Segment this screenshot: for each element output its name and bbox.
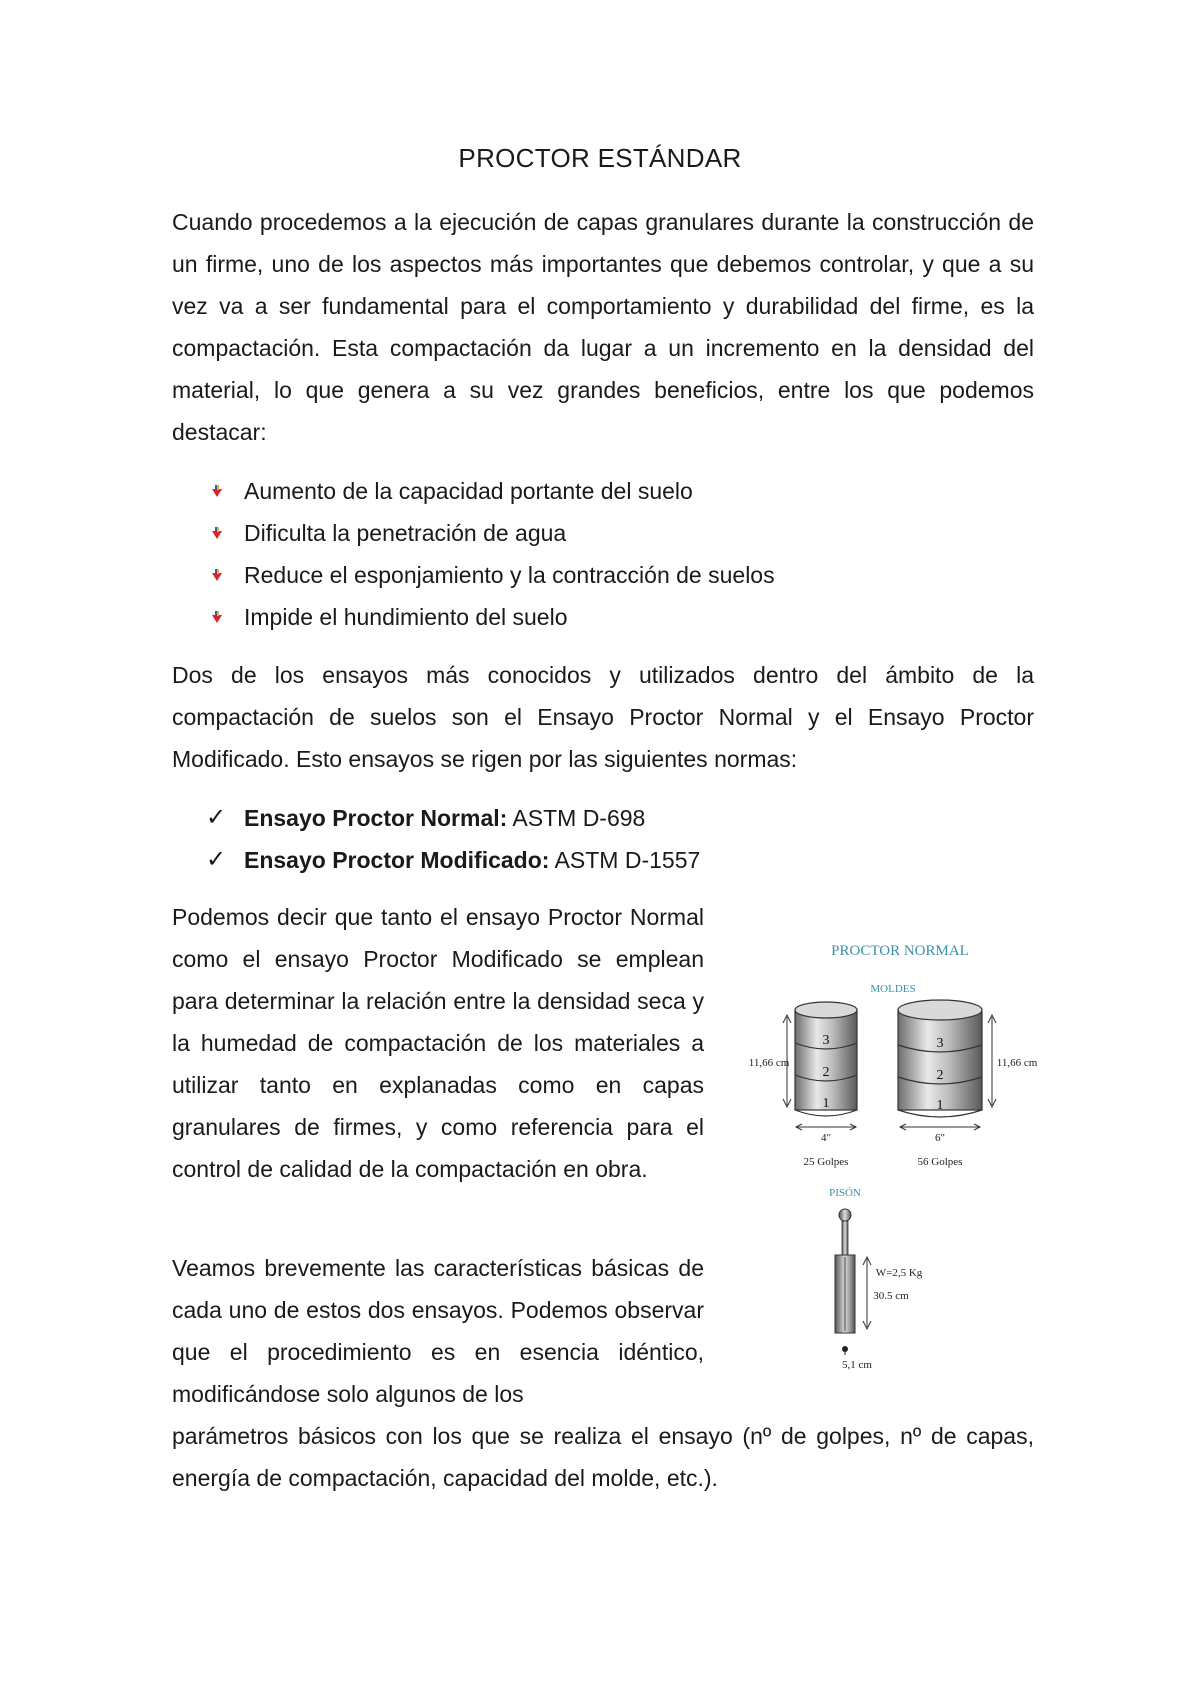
left-diameter-label: 4" [821, 1132, 831, 1144]
list-item [172, 470, 775, 512]
small-mold-layer-2: 2 [822, 1065, 830, 1080]
large-mold-layer-2: 2 [936, 1068, 944, 1083]
diameter-arrow-left-icon [796, 1124, 856, 1130]
list-item [172, 512, 775, 554]
list-item [172, 839, 700, 881]
rammer-diameter-label: 5,1 cm [842, 1359, 872, 1371]
intro-paragraph: Cuando procedemos a la ejecución de capas granulares durante la construcción de un firme, uno de los aspectos más importantes que debemos controlar, y que a su vez va a ser fundamental para el comportamiento y durabilidad del firme, es la compactación. Esta compactación da lugar a un incremento en la densidad del material, lo que genera a su vez grandes beneficios, entre los que podemos destacar: [172, 209, 1034, 445]
large-mold-layer-3: 3 [936, 1036, 944, 1051]
small-mold-layer-3: 3 [822, 1033, 830, 1048]
height-arrow-right-icon [988, 1015, 996, 1107]
overview-paragraph-start: Veamos brevemente las características básicas de cada uno de estos dos ensayos. Podemos observar que el procedimiento es en esencia idéntico, modificándose solo algunos de los [172, 1255, 704, 1407]
tests-paragraph: Dos de los ensayos más conocidos y utilizados dentro del ámbito de la compactación de suelos son el Ensayo Proctor Normal y el Ensayo Proctor Modificado. Esto ensayos se rigen por las siguientes normas: [172, 662, 1034, 772]
diameter-arrow-right-icon [900, 1124, 980, 1130]
small-mold-layer-1: 1 [822, 1096, 830, 1111]
left-height-label: 11,66 cm [748, 1057, 790, 1069]
list-item [172, 797, 700, 839]
benefits-list [172, 470, 775, 638]
molds-label: MOLDES [870, 983, 916, 995]
benefit-text: Reduce el esponjamiento y la contracción de suelos [244, 562, 775, 588]
rammer-icon [835, 1209, 855, 1355]
checkmark-icon: ✓ [206, 804, 227, 831]
norm-label: Ensayo Proctor Normal: [244, 805, 508, 831]
page-title: PROCTOR ESTÁNDAR [458, 143, 742, 173]
norms-list [172, 797, 700, 881]
figure-title: PROCTOR NORMAL [831, 943, 969, 959]
benefit-text: Impide el hundimiento del suelo [244, 604, 568, 630]
right-blows-label: 56 Golpes [917, 1156, 963, 1168]
rammer-drop-label: 30.5 cm [873, 1290, 909, 1302]
right-height-label: 11,66 cm [996, 1057, 1038, 1069]
arrow-bullet-icon [210, 484, 224, 498]
drop-arrow-icon [863, 1257, 871, 1329]
large-mold-layer-1: 1 [936, 1098, 944, 1113]
arrow-bullet-icon [210, 526, 224, 540]
norm-label: Ensayo Proctor Modificado: [244, 847, 550, 873]
arrow-bullet-icon [210, 610, 224, 624]
norm-value: ASTM D-1557 [549, 847, 701, 873]
left-blows-label: 25 Golpes [803, 1156, 849, 1168]
benefit-text: Dificulta la penetración de agua [244, 520, 567, 546]
benefit-text: Aumento de la capacidad portante del suelo [244, 478, 693, 504]
norm-value: ASTM D-698 [507, 805, 646, 831]
checkmark-icon: ✓ [206, 846, 227, 873]
purpose-paragraph: Podemos decir que tanto el ensayo Proctor Normal como el ensayo Proctor Modificado se emplean para determinar la relación entre la densidad seca y la humedad de compactación de los materiales a utilizar tanto en explanadas como en capas granulares de firmes, y como referencia para el control de calidad de la compactación en obra. [172, 904, 704, 1182]
rammer-label: PISÓN [829, 1187, 861, 1199]
list-item [172, 596, 775, 638]
list-item [172, 554, 775, 596]
right-diameter-label: 6" [935, 1132, 945, 1144]
rammer-weight-label: W=2,5 Kg [875, 1267, 923, 1279]
overview-paragraph-end: parámetros básicos con los que se realiza el ensayo (nº de golpes, nº de capas, energía de compactación, capacidad del molde, etc.). [172, 1423, 1034, 1491]
arrow-bullet-icon [210, 568, 224, 582]
proctor-normal-figure [745, 925, 1045, 1380]
